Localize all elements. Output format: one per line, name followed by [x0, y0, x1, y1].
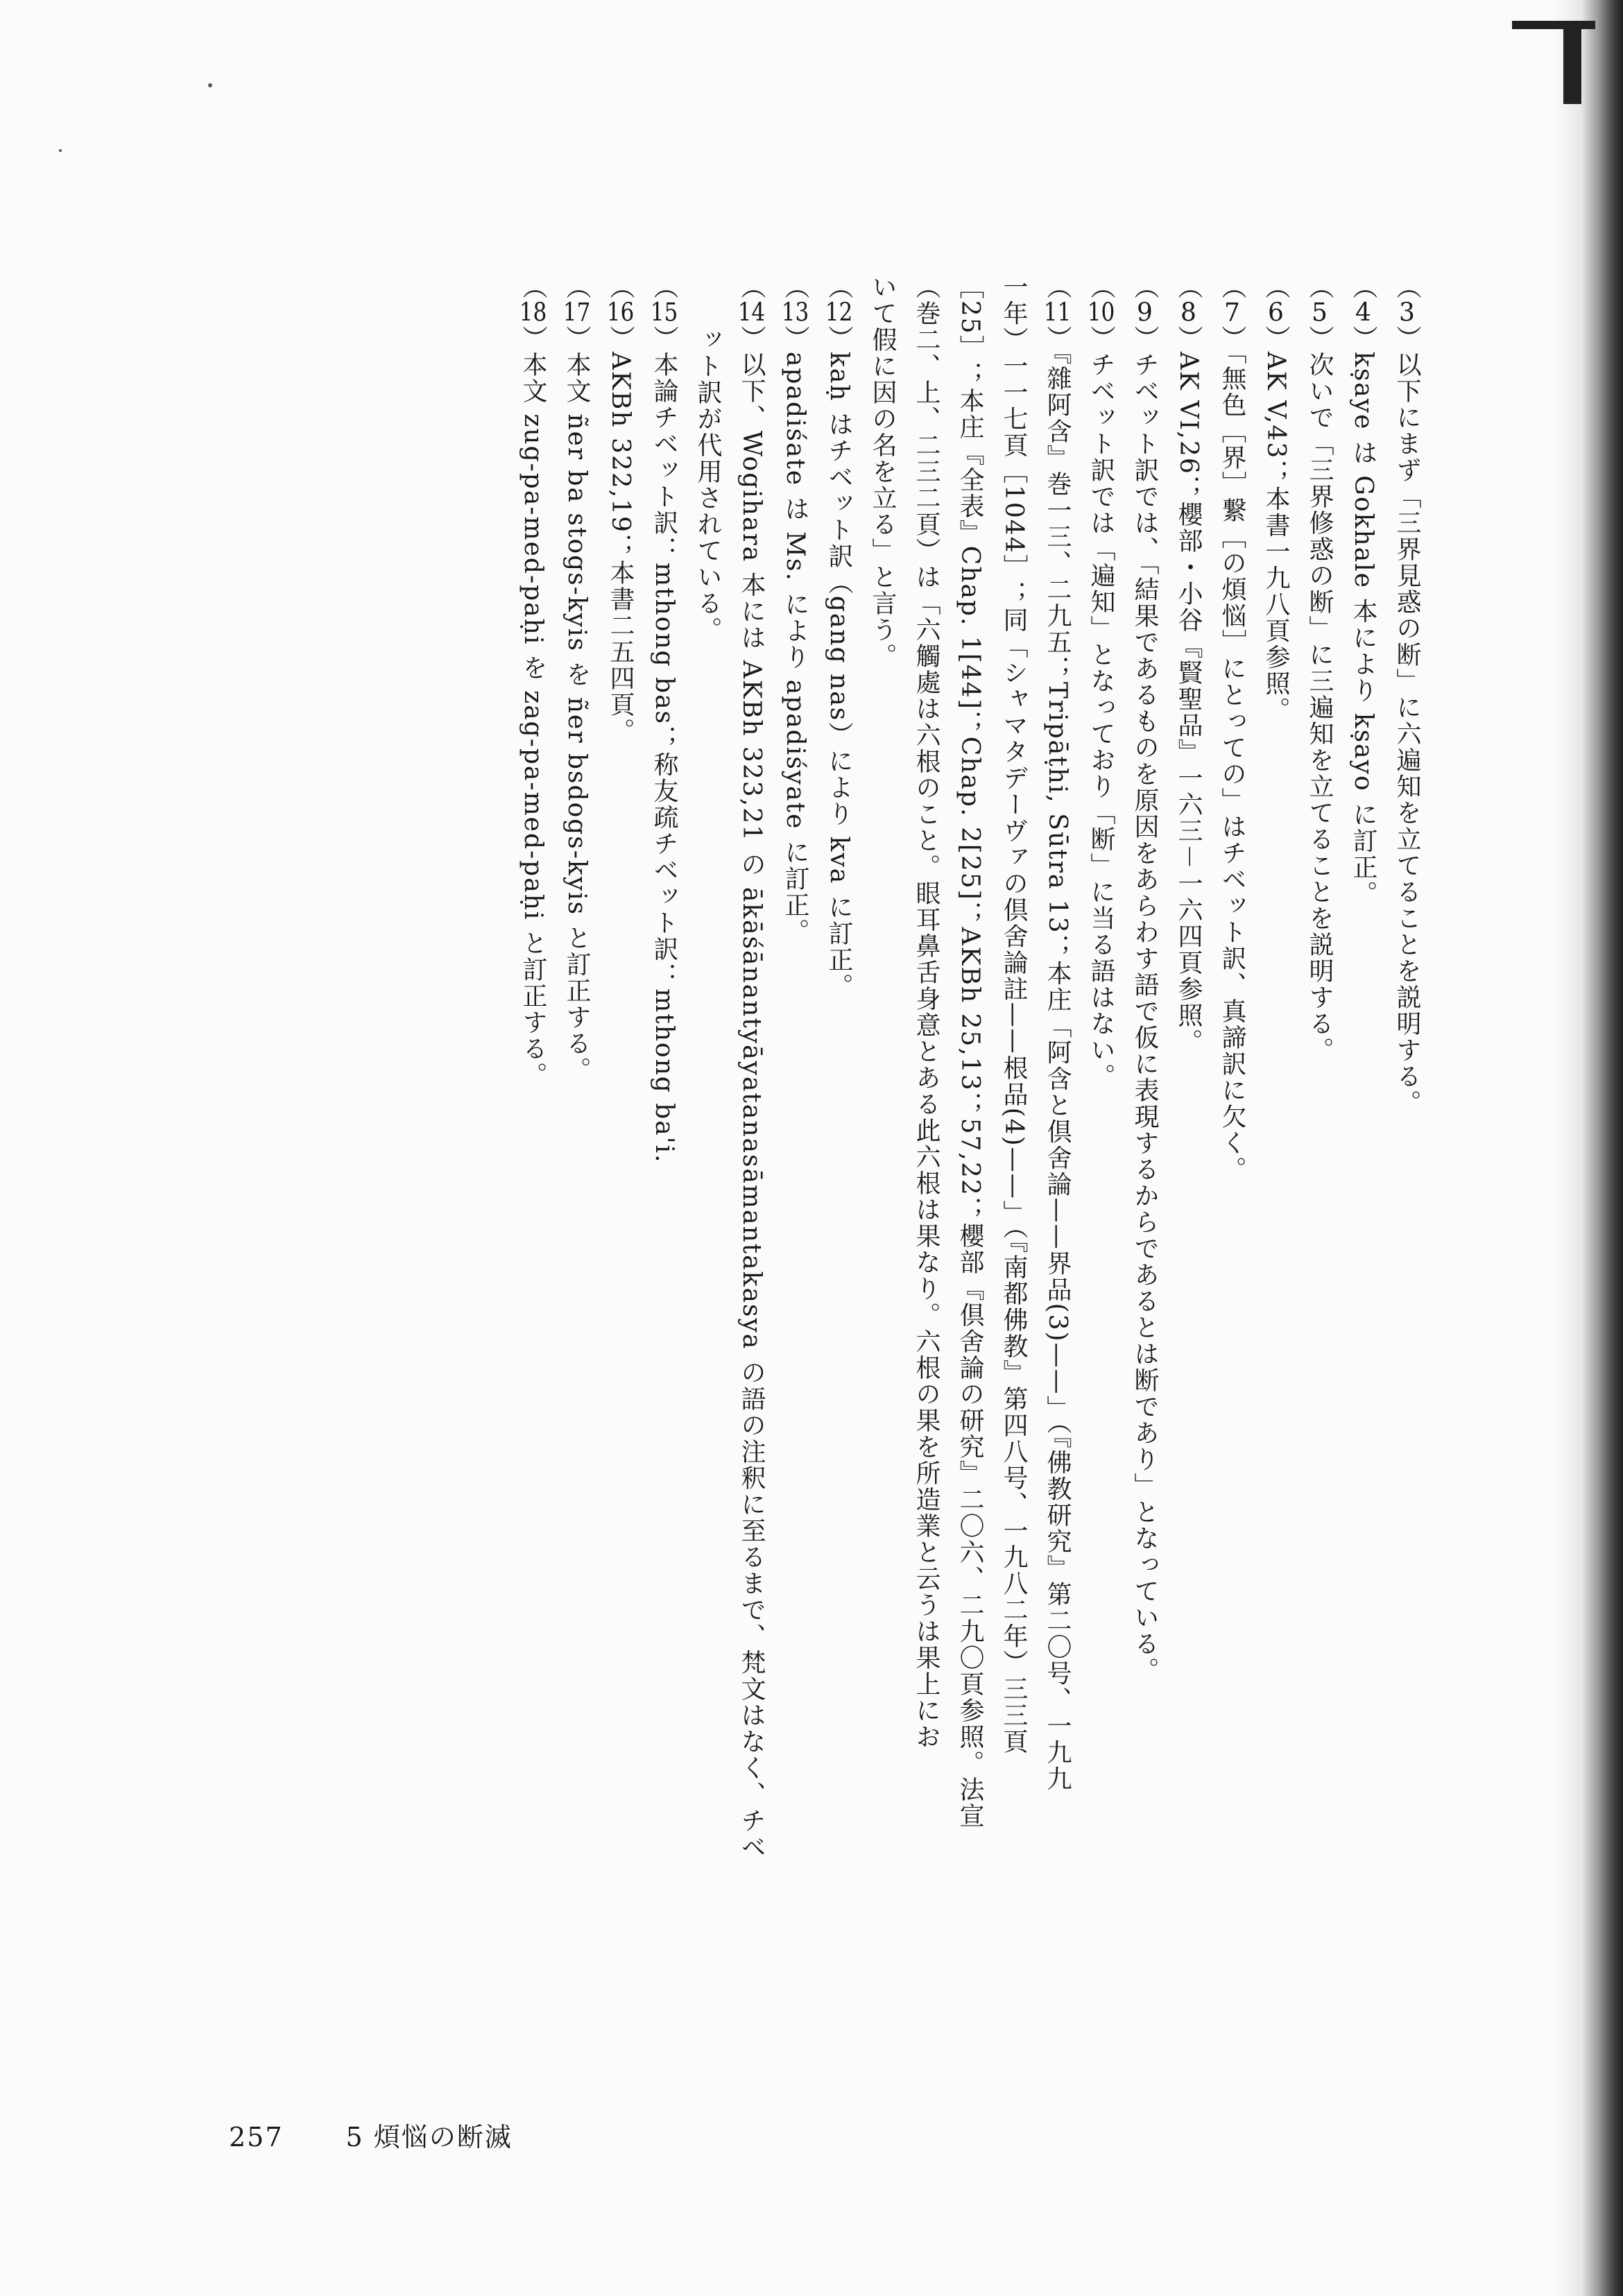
- note-12: （12）kaḥ はチベット訳（gang nas）により kva に訂正。: [825, 274, 853, 1000]
- note-continuation: いて假に因の名を立る」と言う。: [868, 274, 897, 669]
- note-14-cont-1: [686, 274, 730, 2036]
- note-16: （16）AKBh 322,19；本書二五四頁。: [606, 274, 635, 744]
- note-15: （15）本論チベット訳：mthong bas；称友疏チベット訳：mthong ba'i.: [650, 274, 678, 1164]
- note-7: （7）「無色［界］繋［の煩悩］にとっての」はチベット訳、真諦訳に欠く。: [1218, 274, 1246, 1183]
- note-11-cont-4: [861, 274, 904, 2036]
- scan-speck: [59, 149, 62, 152]
- note-8: （8）AK VI,26；櫻部・小谷『賢聖品』一六三－一六四頁参照。: [1174, 274, 1203, 1055]
- note-text: 本文 ñer ba stogs-kyis を ñer bsdogs-kyis と訂正する。: [563, 352, 591, 1083]
- note-6: （6）AK V,43；本書一九八頁参照。: [1262, 274, 1290, 723]
- note-text: チベット訳では、「結果であるものを原因をあらわす語で仮に表現するからであるとは断であり」となっている。: [1131, 352, 1159, 1684]
- note-text: チベット訳では「遍知」となっており「断」に当る語はない。: [1087, 352, 1115, 1090]
- note-continuation: 一年）一一七頁［1044］；同「シャマタデーヴァの倶舍論註——根品(4)——」（『南都佛教』第四八号、一九八二年）三三頁: [999, 274, 1028, 1755]
- note-continuation: ット訳が代用されている。: [694, 327, 722, 643]
- scan-speck: [208, 83, 212, 87]
- note-4: （4）kṣaye は Gokhale 本により kṣayo に訂正。: [1349, 274, 1377, 907]
- note-text: 本論チベット訳：mthong bas；称友疏チベット訳：mthong ba'i.: [650, 352, 678, 1164]
- note-10: （10）チベット訳では「遍知」となっており「断」に当る語はない。: [1087, 274, 1115, 1090]
- note-11-cont-3: [904, 274, 948, 2036]
- notes-block: [511, 274, 1429, 2036]
- note-continuation: （巻二、上、二三二頁）は「六觸處は六根のこと。眼耳鼻舌身意とある此六根は果なり。六根の果を所造業と云うは果上にお: [912, 274, 941, 1750]
- note-11-cont-2: [948, 274, 992, 2036]
- note-text: 以下にまず「三界見惑の断」に六遍知を立てることを説明する。: [1393, 352, 1421, 1116]
- running-head: [229, 2116, 513, 2154]
- note-11-cont-1: [992, 274, 1036, 2036]
- corner-mark-stem: [1563, 21, 1581, 104]
- note-text: AK VI,26；櫻部・小谷『賢聖品』一六三－一六四頁参照。: [1174, 352, 1203, 1055]
- binding-edge: [1581, 0, 1623, 2296]
- note-3: （3）以下にまず「三界見惑の断」に六遍知を立てることを説明する。: [1393, 274, 1421, 1116]
- note-text: 次いで「三界修惑の断」に三遍知を立てることを説明する。: [1305, 352, 1334, 1063]
- note-5: （5）次いで「三界修惑の断」に三遍知を立てることを説明する。: [1305, 274, 1334, 1063]
- note-17: （17）本文 ñer ba stogs-kyis を ñer bsdogs-kyis と訂正する。: [563, 274, 591, 1083]
- note-14: （14）以下、Wogihara 本には AKBh 323,21 の ākāśānantyāyatanasāmantakasya の語の注釈に至るまで、梵文はなく、チベ: [737, 274, 766, 1860]
- note-11: （11）『雜阿含』巻一三、二九五；Tripāṭhi, Sūtra 13；本庄「阿含と倶舍論——界品(3)——」（『佛教研究』第二〇号、一九九: [1043, 274, 1072, 1792]
- note-9: （9）チベット訳では、「結果であるものを原因をあらわす語で仮に表現するからであるとは断であり」となっている。: [1131, 274, 1159, 1684]
- page-number: 257: [229, 2122, 284, 2152]
- note-continuation: ［25］；本庄『全表』Chap. 1[44]；Chap. 2[25]；AKBh 25,13；57,22；櫻部『倶舍論の研究』二〇六、二九〇頁参照。法宣: [956, 274, 984, 1829]
- binding-shadow: [1554, 0, 1581, 2296]
- note-text: AKBh 322,19；本書二五四頁。: [606, 352, 635, 744]
- corner-mark-bar: [1512, 21, 1595, 29]
- note-text: AK V,43；本書一九八頁参照。: [1262, 352, 1290, 723]
- note-text: 『雜阿含』巻一三、二九五；Tripāṭhi, Sūtra 13；本庄「阿含と倶舍論——界品(3)——」（『佛教研究』第二〇号、一九九: [1043, 352, 1072, 1792]
- note-13: （13）apadiśate は Ms. により apadiśyate に訂正。: [781, 274, 809, 945]
- note-text: apadiśate は Ms. により apadiśyate に訂正。: [781, 352, 809, 945]
- note-text: 以下、Wogihara 本には AKBh 323,21 の ākāśānantyāyatanasāmantakasya の語の注釈に至るまで、梵文はなく、チベ: [737, 352, 766, 1860]
- chapter-title: 5 煩悩の断滅: [345, 2122, 513, 2152]
- note-text: 「無色［界］繋［の煩悩］にとっての」はチベット訳、真諦訳に欠く。: [1218, 352, 1246, 1183]
- note-text: kṣaye は Gokhale 本により kṣayo に訂正。: [1349, 352, 1377, 907]
- note-text: 本文 zug-pa-med-paḥi を zag-pa-med-paḥi と訂正する。: [519, 352, 547, 1088]
- note-18: （18）本文 zug-pa-med-paḥi を zag-pa-med-paḥi と訂正する。: [519, 274, 547, 1088]
- note-text: kaḥ はチベット訳（gang nas）により kva に訂正。: [825, 352, 853, 1000]
